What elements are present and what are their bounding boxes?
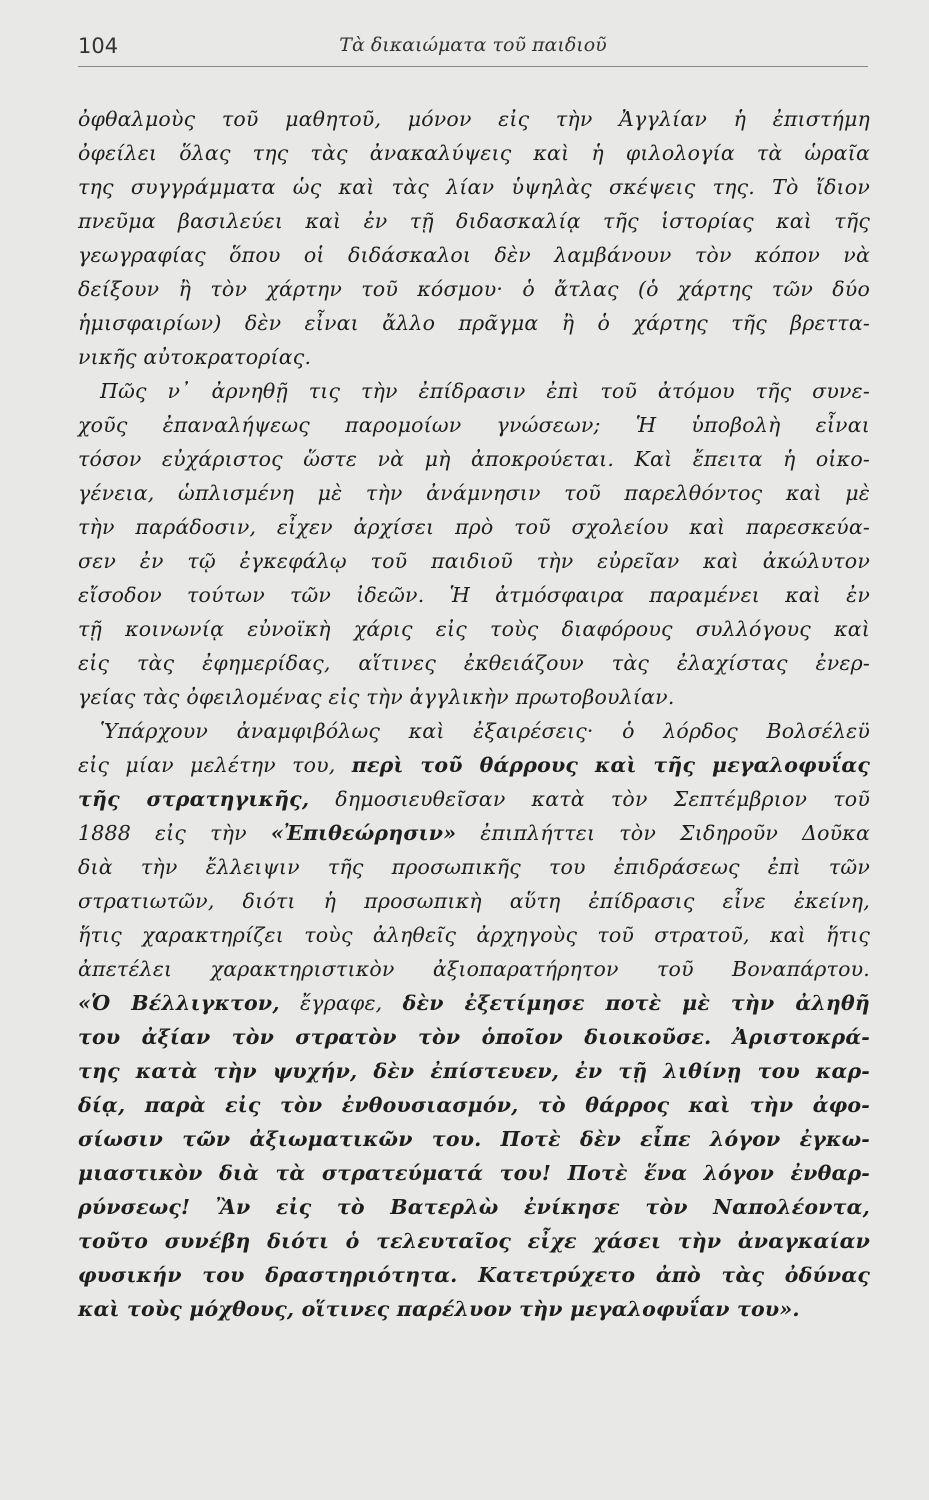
bold-text-run: τῆς στρατηγικῆς, — [78, 787, 310, 811]
text-line: δείξουν ἢ τὸν χάρτην τοῦ κόσμου· ὁ ἄτλας (ὁ χάρτης τῶν δύο — [78, 277, 870, 301]
bold-text-run: περὶ τοῦ θάρρους καὶ τῆς μεγαλοφυΐας — [351, 753, 871, 777]
bold-text-run: «Ὁ Βέλλιγκτον, — [78, 991, 280, 1015]
text-line — [78, 782, 870, 816]
page-header — [78, 30, 868, 67]
text-line: δίᾳ, παρὰ εἰς τὸν ἐνθουσιασμόν, τὸ θάρρος καὶ τὴν ἀφο- — [78, 1093, 870, 1117]
text-line: ὀφθαλμοὺς τοῦ μαθητοῦ, μόνον εἰς τὴν Ἀγγλίαν ἡ ἐπιστήμη — [78, 107, 870, 131]
text-line: ρύνσεως! Ἂν εἰς τὸ Βατερλὼ ἐνίκησε τὸν Ναπολέοντα, — [78, 1195, 870, 1219]
text-line: τὴν παράδοσιν, εἶχεν ἀρχίσει πρὸ τοῦ σχολείου καὶ παρεσκεύα- — [78, 515, 870, 539]
text-line: ἀπετέλει χαρακτηριστικὸν ἀξιοπαρατήρητον τοῦ Βοναπάρτου. — [78, 957, 870, 981]
text-line: Πῶς ν᾽ ἀρνηθῇ τις τὴν ἐπίδρασιν ἐπὶ τοῦ ἀτόμου τῆς συνε- — [100, 379, 870, 403]
text-line: χοῦς ἐπαναλήψεως παρομοίων γνώσεων; Ἡ ὑποβολὴ εἶναι — [78, 413, 870, 437]
text-line: γένεια, ὡπλισμένη μὲ τὴν ἀνάμνησιν τοῦ παρελθόντος καὶ μὲ — [78, 481, 870, 505]
text-line: διὰ τὴν ἔλλειψιν τῆς προσωπικῆς του ἐπιδράσεως ἐπὶ τῶν — [78, 855, 870, 879]
text-line: του ἀξίαν τὸν στρατὸν τὸν ὁποῖον διοικοῦσε. Ἀριστοκρά- — [78, 1025, 870, 1049]
text-line: τῇ κοινωνίᾳ εὐνοϊκὴ χάρις εἰς τοὺς διαφόρους συλλόγους καὶ — [78, 617, 870, 641]
text-run: ἔγραφε, — [279, 991, 403, 1015]
text-line — [78, 748, 870, 782]
text-run: εἰς μίαν μελέτην του, — [78, 753, 352, 777]
text-line: ὀφείλει ὅλας της τὰς ἀνακαλύψεις καὶ ἡ φιλολογία τὰ ὡραῖα — [78, 141, 870, 165]
text-line: καὶ τοὺς μόχθους, οἵτινες παρέλυον τὴν μεγαλοφυΐαν του». — [78, 1297, 800, 1321]
text-line: ἥτις χαρακτηρίζει τοὺς ἀληθεῖς ἀρχηγοὺς τοῦ στρατοῦ, καὶ ἥτις — [78, 923, 870, 947]
text-line: νικῆς αὐτοκρατορίας. — [78, 345, 312, 369]
text-run: δημοσιευθεῖσαν κατὰ τὸν Σεπτέμβριον τοῦ — [309, 787, 871, 811]
text-line — [78, 816, 870, 850]
body-text — [78, 102, 870, 1326]
text-line — [78, 986, 870, 1020]
text-line: γεωγραφίας ὅπου οἱ διδάσκαλοι δὲν λαμβάνουν τὸν κόπον νὰ — [78, 243, 870, 267]
text-line: μιαστικὸν διὰ τὰ στρατεύματά του! Ποτὲ ἕνα λόγον ἐνθαρ- — [78, 1161, 870, 1185]
bold-text-run: «Ἐπιθεώρησιν» — [270, 821, 457, 845]
text-line: πνεῦμα βασιλεύει καὶ ἐν τῇ διδασκαλίᾳ τῆς ἱστορίας καὶ τῆς — [78, 209, 870, 233]
text-line: της συγγράμματα ὡς καὶ τὰς λίαν ὑψηλὰς σκέψεις της. Τὸ ἴδιον — [78, 175, 870, 199]
text-line: στρατιωτῶν, διότι ἡ προσωπικὴ αὕτη ἐπίδρασις εἶνε ἐκείνη, — [78, 889, 870, 913]
text-line: Ὑπάρχουν ἀναμφιβόλως καὶ ἐξαιρέσεις· ὁ λόρδος Βολσέλεϋ — [100, 719, 870, 743]
text-line: γείας τὰς ὀφειλομένας εἰς τὴν ἀγγλικὴν πρωτοβουλίαν. — [78, 685, 675, 709]
text-line: ἡμισφαιρίων) δὲν εἶναι ἄλλο πρᾶγμα ἢ ὁ χάρτης τῆς βρεττα- — [78, 311, 870, 335]
text-line: σεν ἐν τῷ ἐγκεφάλῳ τοῦ παιδιοῦ τὴν εὐρεῖαν καὶ ἀκώλυτον — [78, 549, 870, 573]
text-run: ἐπιπλήττει τὸν Σιδηροῦν Δοῦκα — [456, 821, 870, 845]
text-line: τοῦτο συνέβη διότι ὁ τελευταῖος εἶχε χάσει τὴν ἀναγκαίαν — [78, 1229, 870, 1253]
text-run: 1888 εἰς τὴν — [78, 821, 271, 845]
text-line: της κατὰ τὴν ψυχήν, δὲν ἐπίστευεν, ἐν τῇ λιθίνῃ του καρ- — [78, 1059, 870, 1083]
text-line: σίωσιν τῶν ἀξιωματικῶν του. Ποτὲ δὲν εἶπε λόγον ἐγκω- — [78, 1127, 870, 1151]
text-line: φυσικήν του δραστηριότητα. Κατετρύχετο ἀπὸ τὰς ὀδύνας — [78, 1263, 870, 1287]
bold-text-run: δὲν ἐξετίμησε ποτὲ μὲ τὴν ἀληθῆ — [402, 991, 870, 1015]
text-line: εἴσοδον τούτων τῶν ἰδεῶν. Ἡ ἀτμόσφαιρα παραμένει καὶ ἐν — [78, 583, 870, 607]
text-line: τόσον εὐχάριστος ὥστε νὰ μὴ ἀποκρούεται. Καὶ ἔπειτα ἡ οἰκο- — [78, 447, 870, 471]
page-number: 104 — [78, 34, 119, 58]
running-title: Τὰ δικαιώματα τοῦ παιδιοῦ — [339, 34, 607, 56]
text-line: εἰς τὰς ἐφημερίδας, αἵτινες ἐκθειάζουν τὰς ἐλαχίστας ἐνερ- — [78, 651, 870, 675]
